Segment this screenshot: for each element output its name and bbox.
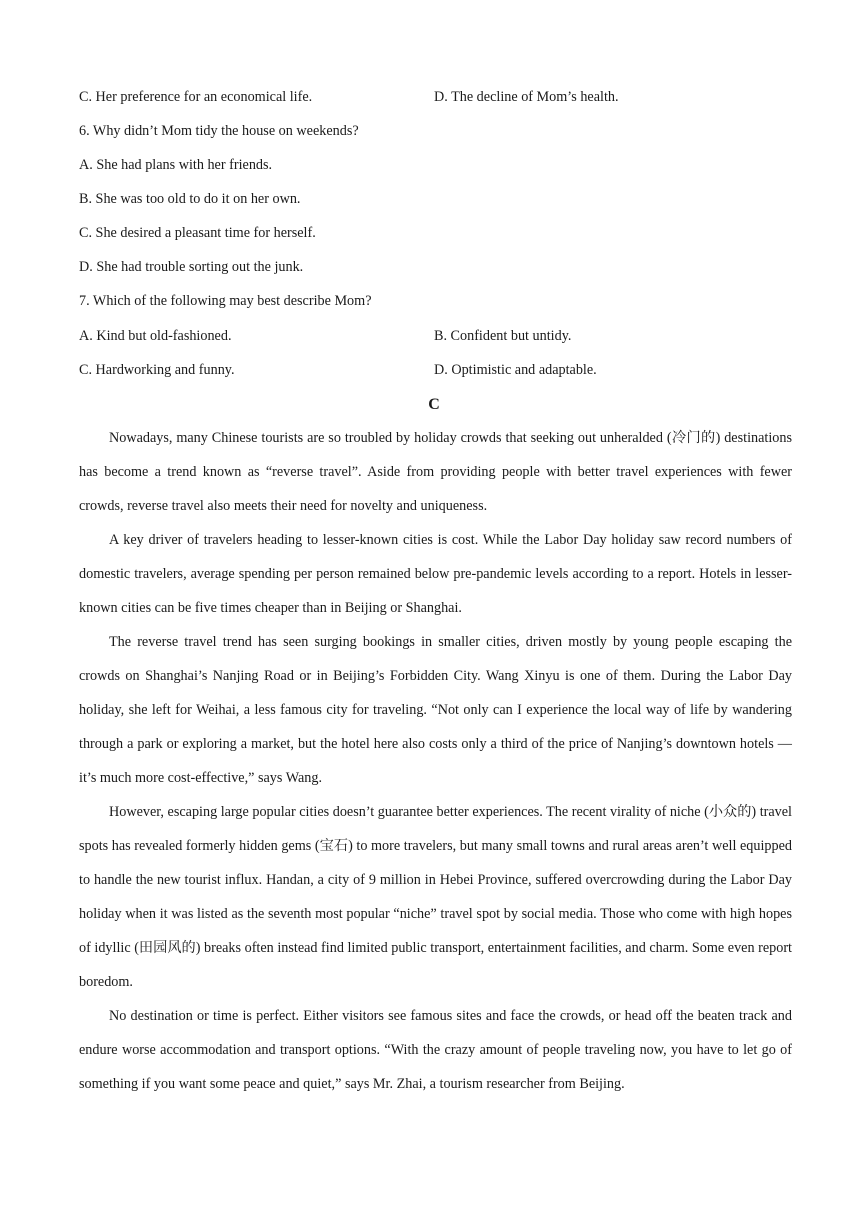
option-6a: A. She had plans with her friends. (79, 157, 273, 173)
option-7a: A. Kind but old-fashioned. (79, 328, 232, 344)
passage-paragraph-1: Nowadays, many Chinese tourists are so troubled by holiday crowds that seeking out unheralded (冷门的) destinations has become a trend known as “reverse travel”. Aside from providing people with better travel experiences with fewer crowds, reverse travel also meets their need for novelty and uniqueness. (79, 430, 792, 514)
option-7b: B. Confident but untidy. (434, 328, 572, 344)
section-heading: C (428, 396, 440, 413)
question-7: 7. Which of the following may best describe Mom? (79, 293, 372, 309)
passage-paragraph-5: No destination or time is perfect. Either visitors see famous sites and face the crowds, or head off the beaten track and endure worse accommodation and transport options. “With the crazy amount of people traveling now, you have to let go of something if you want some peace and quiet,” says Mr. Zhai, a tourism researcher from Beijing. (79, 1008, 792, 1092)
option-5d: D. The decline of Mom’s health. (434, 89, 619, 105)
passage-paragraph-2: A key driver of travelers heading to lesser-known cities is cost. While the Labor Day holiday saw record numbers of domestic travelers, average spending per person remained below pre-pandemic levels according to a report. Hotels in lesser-known cities can be five times cheaper than in Beijing or Shanghai. (79, 532, 792, 616)
question-6: 6. Why didn’t Mom tidy the house on weekends? (79, 123, 359, 139)
option-7d: D. Optimistic and adaptable. (434, 362, 597, 378)
passage-paragraph-3: The reverse travel trend has seen surging bookings in smaller cities, driven mostly by young people escaping the crowds on Shanghai’s Nanjing Road or in Beijing’s Forbidden City. Wang Xinyu is one of them. During the Labor Day holiday, she left for Weihai, a less famous city for traveling. “Not only can I experience the local way of life by wandering through a park or exploring a market, but the hotel here also costs only a third of the price of Nanjing’s downtown hotels — it’s much more cost-effective,” says Wang. (79, 634, 792, 786)
option-7c: C. Hardworking and funny. (79, 362, 235, 378)
option-6c: C. She desired a pleasant time for herself. (79, 225, 316, 241)
option-6b: B. She was too old to do it on her own. (79, 191, 301, 207)
passage-paragraph-4: However, escaping large popular cities doesn’t guarantee better experiences. The recent virality of niche (小众的) travel spots has revealed formerly hidden gems (宝石) to more travelers, but many small towns and rural areas aren’t well equipped to handle the new tourist influx. Handan, a city of 9 million in Hebei Province, suffered overcrowding during the Labor Day holiday when it was listed as the seventh most popular “niche” travel spot by social media. Those who come with high hopes of idyllic (田园风的) breaks often instead find limited public transport, entertainment facilities, and charm. Some even report boredom. (79, 804, 792, 990)
option-6d: D. She had trouble sorting out the junk. (79, 259, 304, 275)
passage (79, 421, 792, 1101)
option-5c: C. Her preference for an economical life. (79, 89, 313, 105)
